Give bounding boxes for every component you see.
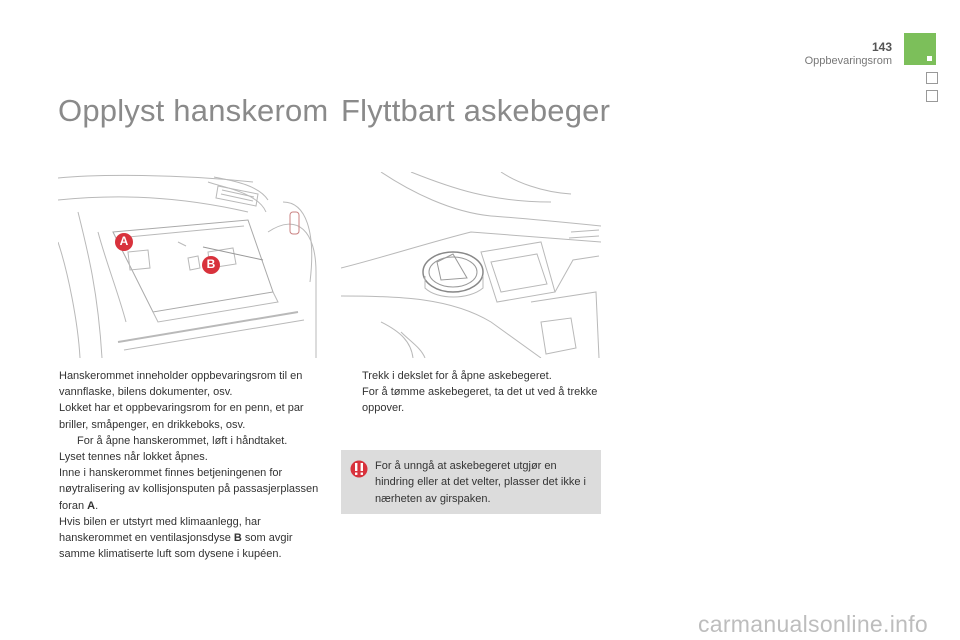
reference-b: B [233, 532, 242, 545]
warning-box [341, 450, 601, 514]
warning-text: For å unngå at askebegeret utgjør en hindring eller at det velter, plasser det ikke i nærheten av girspaken. [375, 460, 586, 505]
chapter-tab-active [904, 33, 936, 65]
paragraph-text: . [95, 499, 99, 512]
ashtray-title: Flyttbart askebeger [341, 93, 611, 128]
paragraph [59, 514, 324, 563]
paragraph-text: Inne i hanskerommet finnes betjeningenen for nøytralisering av kollisjonsputen på passasjerplassen foran [59, 467, 319, 512]
paragraph: Lokket har et oppbevaringsrom for en penn, et par briller, småpenger, en drikkeboks, osv. [59, 402, 304, 431]
list-item [342, 384, 604, 416]
list-item-text: For å tømme askebegeret, ta det ut ved å trekke oppover. [362, 386, 598, 415]
reference-a: A [87, 499, 96, 512]
bullet-marker [342, 368, 362, 384]
marker-b-label: B [206, 257, 216, 271]
section-title: Oppbevaringsrom [804, 55, 892, 67]
bullet-text: For å åpne hanskerommet, løft i håndtaket. [77, 434, 288, 447]
bullet-marker [342, 384, 362, 416]
paragraph-text: som avgir samme klimatiserte luft som dysene i kupéen. [59, 532, 293, 561]
ashtray-illustration [341, 172, 601, 358]
page-number: 143 [871, 40, 892, 54]
paragraph: Lyset tennes når lokket åpnes. [59, 451, 208, 464]
marker-a-label: A [119, 234, 129, 248]
chapter-tab-box [926, 90, 938, 102]
ashtray-instructions [342, 368, 604, 417]
glovebox-description [59, 368, 324, 562]
tab-marker [927, 56, 932, 61]
bullet-paragraph [59, 433, 324, 449]
exclamation-warning-icon [350, 460, 368, 478]
paragraph: Hanskerommet inneholder oppbevaringsrom til en vannflaske, bilens dokumenter, osv. [59, 370, 303, 399]
list-item [342, 368, 604, 384]
list-item-text: Trekk i dekslet for å åpne askebegeret. [362, 370, 552, 382]
paragraph-text: Hvis bilen er utstyrt med klimaanlegg, har hanskerommet en ventilasjonsdyse [59, 515, 261, 545]
glovebox-illustration [58, 172, 318, 358]
glovebox-title: Opplyst hanskerom [58, 93, 329, 128]
chapter-tab-box [926, 72, 938, 84]
watermark: carmanualsonline.info [697, 611, 928, 637]
paragraph [59, 465, 324, 514]
